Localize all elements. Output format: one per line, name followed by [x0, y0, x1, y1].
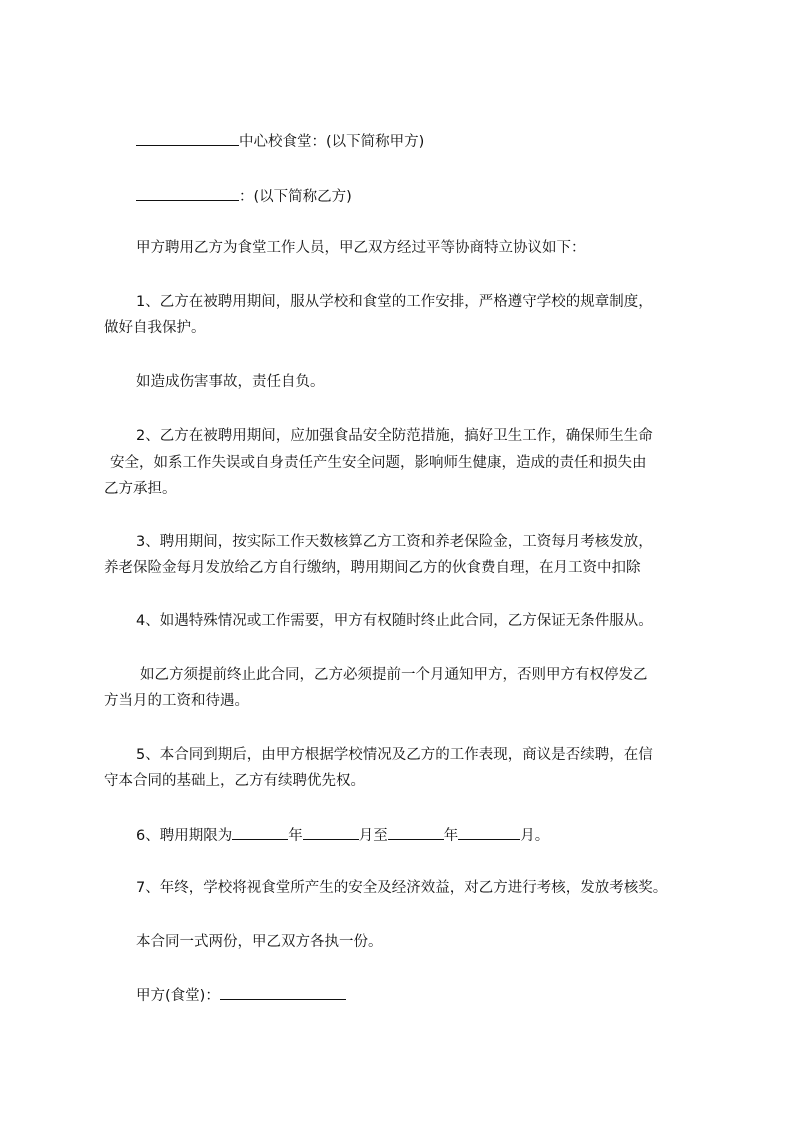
clause-4: 4、如遇特殊情况或工作需要，甲方有权随时终止此合同，乙方保证无条件服从。	[136, 613, 653, 629]
end-month-blank	[458, 825, 520, 840]
clause-6: 6、聘用期限为 年 月至 年 月。	[136, 825, 549, 846]
intro-paragraph: 甲方聘用乙方为食堂工作人员，甲乙双方经过平等协商特立协议如下：	[136, 240, 586, 256]
clause-2-line-3: 乙方承担。	[104, 481, 177, 497]
start-year-blank	[232, 825, 288, 840]
clause-4-note-line-1: 如乙方须提前终止此合同，乙方必须提前一个月通知甲方，否则甲方有权停发乙	[140, 667, 648, 683]
clause-3-line-1: 3、聘用期间，按实际工作天数核算乙方工资和养老保险金，工资每月考核发放，	[136, 534, 653, 550]
party-a-line: 中心校食堂：(以下简称甲方)	[136, 131, 424, 152]
clause-1-line-1: 1、乙方在被聘用期间，服从学校和食堂的工作安排，严格遵守学校的规章制度，	[136, 294, 653, 310]
clause-5-line-2: 守本合同的基础上，乙方有续聘优先权。	[104, 773, 365, 789]
closing-paragraph: 本合同一式两份，甲乙双方各执一份。	[136, 934, 383, 950]
party-a-signature-line: 甲方(食堂)：	[136, 985, 346, 1006]
clause-1-note: 如造成伤害事故，责任自负。	[136, 374, 325, 390]
clause-3-line-2: 养老保险金每月发放给乙方自行缴纳，聘用期间乙方的伙食费自理，在月工资中扣除	[104, 560, 641, 576]
party-a-signature-blank	[220, 985, 346, 1000]
clause-1-line-2: 做好自我保护。	[104, 320, 206, 336]
clause-5-line-1: 5、本合同到期后，由甲方根据学校情况及乙方的工作表现，商议是否续聘，在信	[136, 747, 653, 763]
end-year-blank	[388, 825, 444, 840]
clause-4-note-line-2: 方当月的工资和待遇。	[104, 693, 249, 709]
party-a-name-blank	[136, 131, 239, 146]
start-month-blank	[303, 825, 359, 840]
clause-2-line-1: 2、乙方在被聘用期间，应加强食品安全防范措施，搞好卫生工作，确保师生生命	[136, 428, 653, 444]
clause-7: 7、年终，学校将视食堂所产生的安全及经济效益，对乙方进行考核，发放考核奖。	[136, 880, 668, 896]
party-b-name-blank	[136, 186, 239, 201]
clause-2-line-2: 安全，如系工作失误或自身责任产生安全问题，影响师生健康，造成的责任和损失由	[110, 455, 647, 471]
party-b-line: ：(以下简称乙方)	[136, 186, 352, 207]
